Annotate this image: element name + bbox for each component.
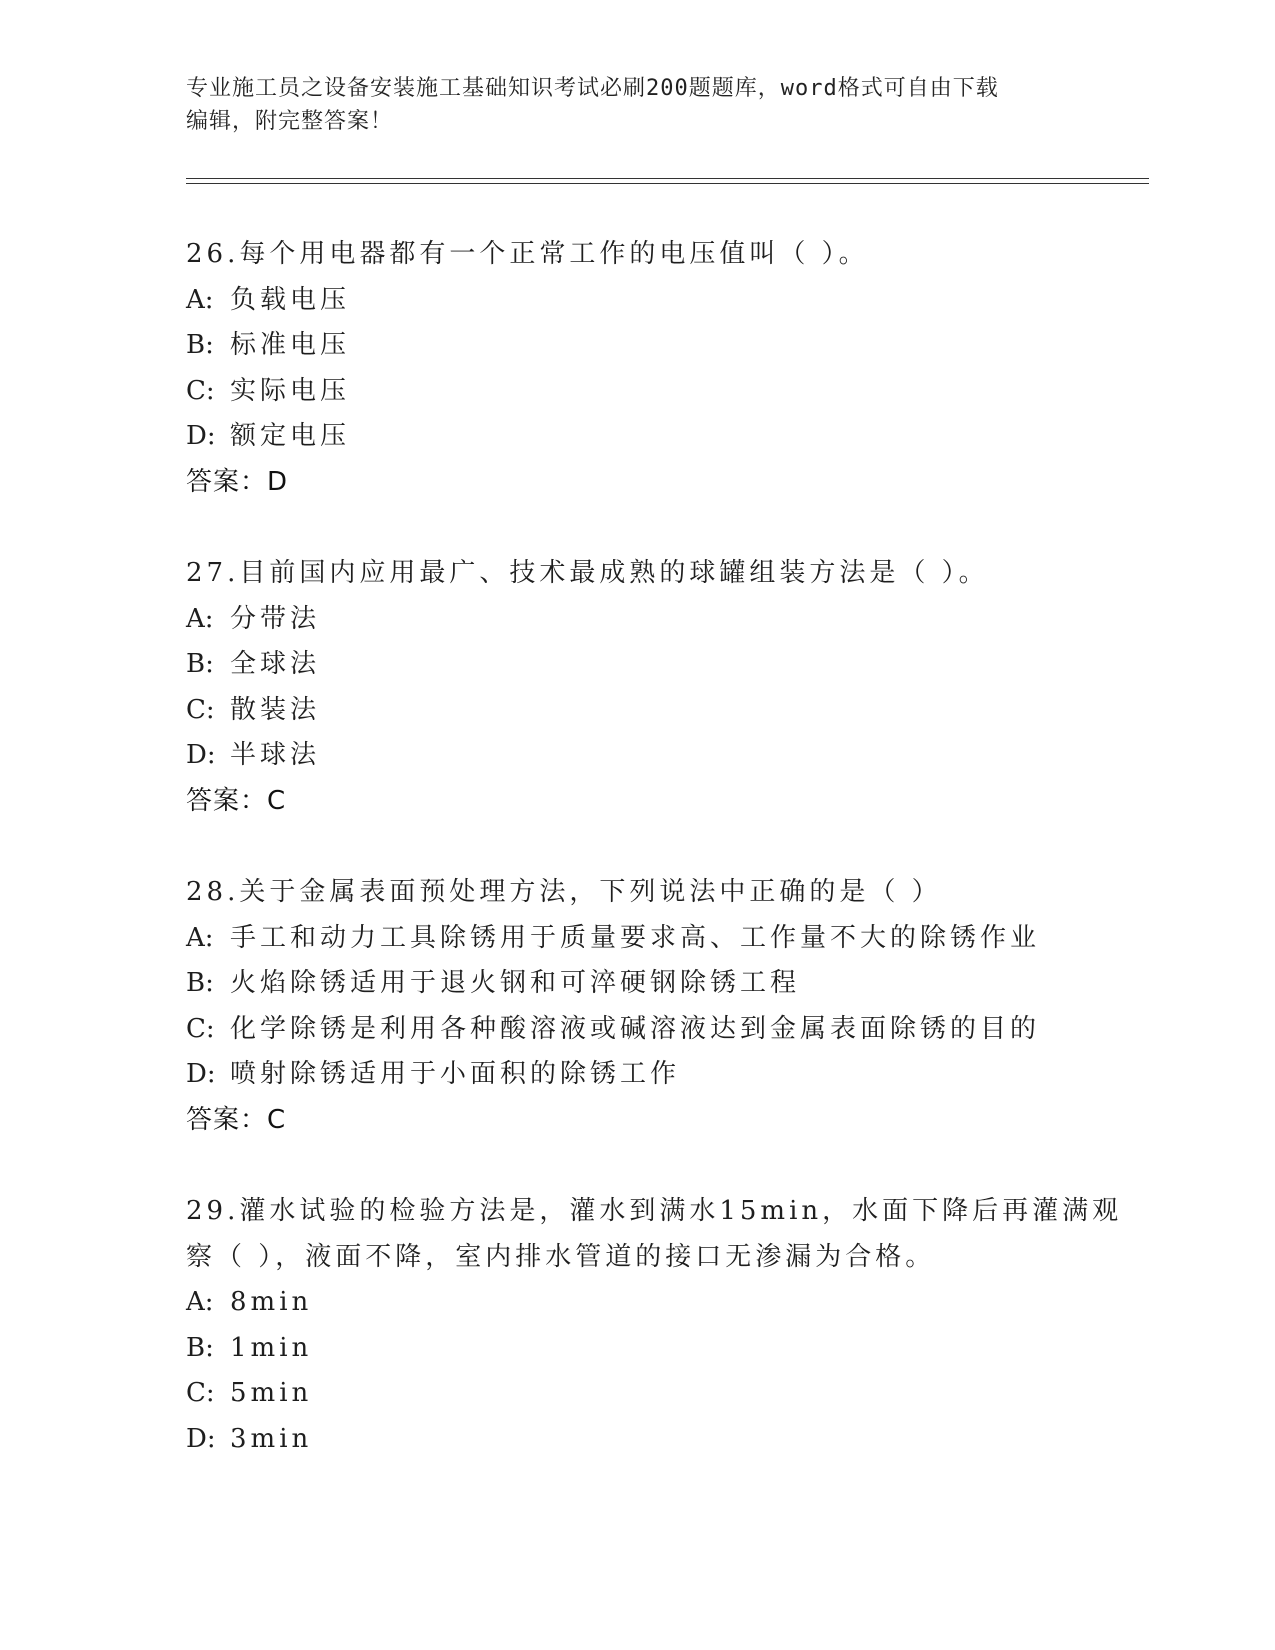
option-d (186, 733, 1086, 779)
option-a (186, 916, 1086, 962)
option-text: 分带法 (230, 603, 321, 634)
option-c (186, 369, 1086, 415)
option-d (186, 1417, 1086, 1463)
option-key: A: (186, 922, 214, 953)
option-text: 全球法 (230, 649, 321, 679)
option-text: 化学除锈是利用各种酸溶液或碱溶液达到金属表面除锈的目的 (230, 1013, 1041, 1044)
option-text: 火焰除锈适用于退火钢和可淬硬钢除锈工程 (230, 968, 801, 998)
option-key: D: (186, 1423, 216, 1454)
option-key: C: (186, 1378, 215, 1408)
answer: 答案：C (186, 785, 287, 816)
option-text: 散装法 (230, 694, 321, 725)
question-28 (186, 870, 1086, 1143)
option-d (186, 414, 1086, 460)
option-text: 标准电压 (230, 330, 351, 360)
option-text: 半球法 (230, 740, 321, 770)
option-b (186, 323, 1086, 369)
header-line-2: 编辑，附完整答案！ (186, 109, 394, 134)
question-29 (186, 1189, 1123, 1462)
document-header (186, 72, 1086, 138)
option-key: B: (186, 649, 214, 679)
option-b (186, 1326, 1086, 1372)
option-b (186, 642, 1086, 688)
option-key: B: (186, 968, 214, 998)
option-text: 手工和动力工具除锈用于质量要求高、工作量不大的除锈作业 (230, 922, 1041, 953)
option-a (186, 278, 1086, 324)
question-stem: 28.关于金属表面预处理方法，下列说法中正确的是（ ） (186, 877, 942, 907)
option-a (186, 597, 1086, 643)
option-a (186, 1280, 1086, 1326)
option-key: A: (186, 284, 214, 315)
option-key: A: (186, 603, 214, 634)
option-key: C: (186, 1013, 215, 1044)
question-stem-line-2: 察（ ），液面不降，室内排水管道的接口无渗漏为合格。 (186, 1241, 936, 1272)
question-27 (186, 551, 1086, 824)
option-c (186, 1371, 1086, 1417)
option-text: 8min (230, 1287, 313, 1317)
option-key: D: (186, 740, 216, 770)
question-stem: 26.每个用电器都有一个正常工作的电压值叫（ ）。 (186, 239, 869, 269)
question-stem-line-1: 29.灌水试验的检验方法是，灌水到满水15min，水面下降后再灌满观 (186, 1196, 1123, 1226)
answer: 答案：C (186, 1104, 287, 1135)
option-text: 5min (230, 1378, 313, 1408)
option-key: B: (186, 330, 214, 360)
question-stem: 27.目前国内应用最广、技术最成熟的球罐组装方法是（ ）。 (186, 558, 989, 588)
option-b (186, 961, 1086, 1007)
option-key: D: (186, 1059, 216, 1089)
option-text: 负载电压 (230, 284, 351, 315)
option-text: 喷射除锈适用于小面积的除锈工作 (230, 1059, 681, 1089)
option-d (186, 1052, 1086, 1098)
answer: 答案：D (186, 466, 289, 497)
option-key: A: (186, 1287, 214, 1317)
option-text: 1min (230, 1332, 313, 1363)
option-key: C: (186, 694, 215, 725)
option-c (186, 1007, 1086, 1053)
header-divider-top (186, 178, 1149, 179)
header-divider-bottom (186, 183, 1149, 184)
option-c (186, 688, 1086, 734)
option-key: D: (186, 421, 216, 451)
header-line-1: 专业施工员之设备安装施工基础知识考试必刷200题题库，word格式可自由下载 (186, 76, 999, 101)
option-text: 额定电压 (230, 421, 351, 451)
option-text: 实际电压 (230, 375, 351, 406)
option-text: 3min (230, 1423, 313, 1454)
question-26 (186, 232, 1086, 505)
option-key: C: (186, 375, 215, 406)
option-key: B: (186, 1332, 214, 1363)
